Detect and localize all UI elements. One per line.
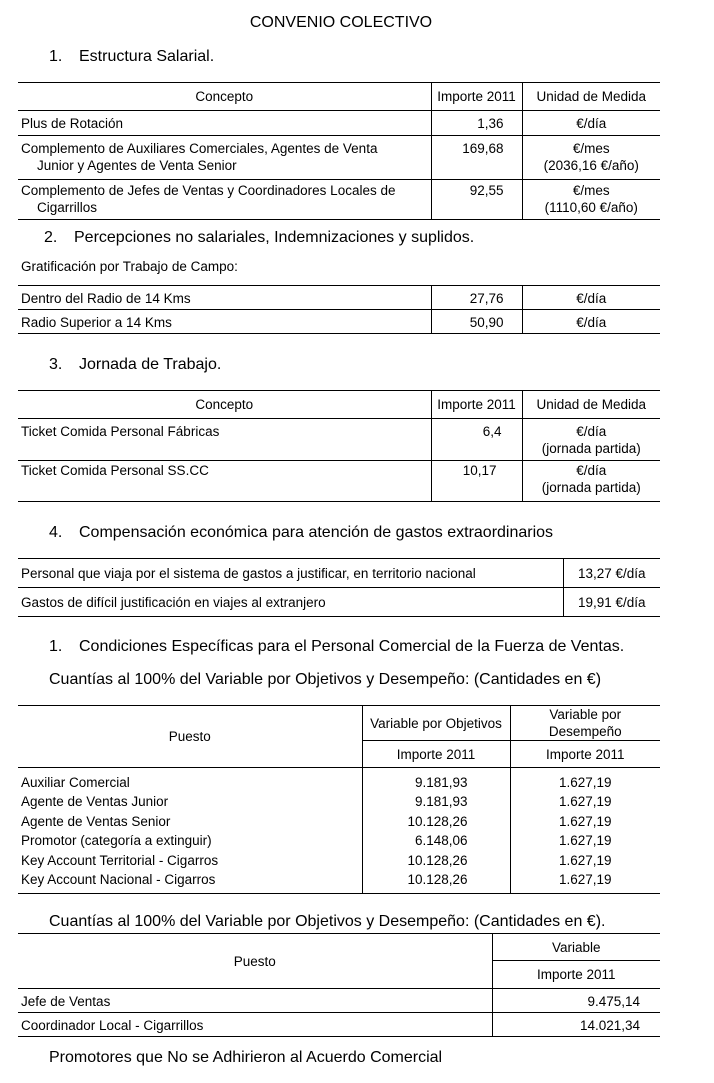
header-importe: Importe 2011: [492, 961, 660, 989]
table-row: [18, 180, 660, 220]
field-work-table: [18, 285, 660, 334]
table-row: [18, 793, 660, 813]
concept-cell: Personal que viaja por el sistema de gastos a justificar, en territorio nacional: [21, 566, 476, 581]
obj-cell: 10.128,26: [362, 871, 510, 894]
section-title: Condiciones Específicas para el Personal Comercial de la Fuerza de Ventas.: [79, 638, 625, 655]
header-variable-desempeno: Variable por Desempeño: [510, 706, 660, 741]
section-subtitle: Cuantías al 100% del Variable por Objetivos y Desempeño: (Cantidades en €): [49, 671, 602, 688]
section-title: Estructura Salarial.: [79, 48, 215, 65]
header-variable: Variable: [492, 934, 660, 961]
section-title: Jornada de Trabajo.: [79, 356, 222, 373]
unit-line-2: (jornada partida): [541, 480, 641, 495]
section-heading-condiciones: [49, 638, 624, 656]
header-concepto: Concepto: [195, 397, 254, 412]
extraordinary-expenses-table: [18, 558, 660, 617]
obj-cell: 10.128,26: [362, 813, 510, 832]
page-title: CONVENIO COLECTIVO: [249, 14, 433, 31]
concept-cell: Radio Superior a 14 Kms: [21, 315, 172, 330]
table-row: [18, 419, 660, 461]
section-number: 3.: [49, 356, 63, 373]
section-heading-estructura-salarial: [49, 48, 214, 66]
table-row: [18, 588, 660, 617]
concept-line-1: Complemento de Jefes de Ventas y Coordinadores Locales de: [21, 183, 396, 198]
table-row: [18, 989, 660, 1013]
concept-line-1: Complemento de Auxiliares Comerciales, Agentes de Venta: [21, 141, 378, 156]
amount-cell: 9.475,14: [492, 989, 660, 1013]
amount-cell: 19,91 €/día: [563, 588, 660, 617]
concept-cell: Plus de Rotación: [21, 116, 124, 131]
des-cell: 1.627,19: [510, 852, 660, 871]
obj-cell: 9.181,93: [362, 768, 510, 793]
obj-cell: 9.181,93: [362, 793, 510, 813]
amount-cell: 10,17: [431, 461, 522, 502]
salary-structure-table: [18, 82, 660, 220]
unit-cell: [522, 419, 660, 461]
header-importe: Importe 2011: [510, 741, 660, 768]
section-title: Compensación económica para atención de gastos extraordinarios: [79, 524, 554, 541]
unit-line-1: €/mes: [572, 183, 610, 198]
unit-line-1: €/día: [576, 424, 607, 439]
footer-heading: Promotores que No se Adhirieron al Acuerdo Comercial: [49, 1049, 443, 1066]
header-unidad: Unidad de Medida: [522, 391, 660, 419]
puesto-cell: Coordinador Local - Cigarrillos: [21, 1018, 204, 1033]
unit-cell: [522, 461, 660, 502]
amount-cell: 6,4: [431, 419, 522, 461]
table-row: [18, 286, 660, 310]
des-cell: 1.627,19: [510, 871, 660, 894]
des-cell: 1.627,19: [510, 832, 660, 852]
header-importe: Importe 2011: [431, 83, 522, 111]
section-number: 2.: [44, 229, 58, 246]
table-row: [18, 832, 660, 852]
concept-cell: [18, 180, 431, 220]
unit-cell: €/día: [522, 310, 660, 334]
concept-cell: Gastos de difícil justificación en viajes al extranjero: [21, 595, 326, 610]
variable-objectives-table: [18, 705, 660, 894]
table-row: [18, 461, 660, 502]
unit-cell: €/día: [522, 111, 660, 136]
header-variable-objetivos: Variable por Objetivos: [362, 706, 510, 741]
table-row: [18, 1013, 660, 1037]
amount-cell: 27,76: [431, 286, 522, 310]
unit-cell: €/día: [522, 286, 660, 310]
amount-cell: 13,27 €/día: [563, 559, 660, 588]
concept-cell: [18, 136, 431, 180]
puesto-cell: Agente de Ventas Junior: [21, 793, 169, 809]
table-row: [18, 559, 660, 588]
unit-line-2: (jornada partida): [541, 441, 641, 456]
section-heading-percepciones: [44, 229, 474, 247]
table-header-row: [18, 706, 660, 741]
unit-cell: [522, 180, 660, 220]
header-puesto: Puesto: [18, 706, 362, 768]
concept-cell: Ticket Comida Personal SS.CC: [21, 463, 209, 478]
table-row: [18, 852, 660, 871]
section-subtitle: Cuantías al 100% del Variable por Objetivos y Desempeño: (Cantidades en €).: [49, 913, 606, 930]
meal-ticket-table: [18, 390, 660, 502]
unit-line-2: (2036,16 €/año): [543, 158, 639, 173]
unit-cell: [522, 136, 660, 180]
amount-cell: 92,55: [431, 180, 522, 220]
section-number: 4.: [49, 524, 63, 541]
table-row: [18, 136, 660, 180]
obj-cell: 10.128,26: [362, 852, 510, 871]
section-title: Percepciones no salariales, Indemnizaciones y suplidos.: [74, 229, 475, 246]
amount-cell: 1,36: [431, 111, 522, 136]
amount-cell: 50,90: [431, 310, 522, 334]
section-heading-jornada: [49, 356, 221, 374]
unit-line-2: (1110,60 €/año): [544, 200, 638, 215]
des-cell: 1.627,19: [510, 813, 660, 832]
table-header-row: [18, 83, 660, 111]
table-row: [18, 310, 660, 334]
table-header-row: [18, 934, 660, 961]
section-subtitle: Gratificación por Trabajo de Campo:: [21, 259, 238, 274]
concept-cell: Ticket Comida Personal Fábricas: [21, 424, 220, 439]
puesto-cell: Key Account Nacional - Cigarros: [21, 871, 216, 887]
unit-line-1: €/día: [576, 463, 607, 478]
puesto-cell: Promotor (categoría a extinguir): [21, 832, 212, 848]
table-row: [18, 871, 660, 894]
table-row: [18, 111, 660, 136]
header-puesto: Puesto: [18, 934, 492, 989]
obj-cell: 6.148,06: [362, 832, 510, 852]
section-heading-compensacion: [49, 524, 553, 542]
header-importe: Importe 2011: [362, 741, 510, 768]
concept-line-2: Junior y Agentes de Venta Senior: [37, 158, 237, 173]
unit-line-1: €/mes: [572, 141, 610, 156]
amount-cell: 14.021,34: [492, 1013, 660, 1037]
concept-line-2: Cigarrillos: [37, 200, 98, 215]
table-row: [18, 768, 660, 793]
puesto-cell: Key Account Territorial - Cigarros: [21, 852, 219, 868]
puesto-cell: Auxiliar Comercial: [21, 775, 130, 790]
amount-cell: 169,68: [431, 136, 522, 180]
puesto-cell: Agente de Ventas Senior: [21, 813, 171, 829]
concept-cell: Dentro del Radio de 14 Kms: [21, 291, 191, 306]
puesto-cell: Jefe de Ventas: [21, 994, 111, 1009]
des-cell: 1.627,19: [510, 793, 660, 813]
table-row: [18, 813, 660, 832]
header-concepto: Concepto: [195, 89, 254, 104]
header-importe: Importe 2011: [431, 391, 522, 419]
variable-managers-table: [18, 933, 660, 1037]
section-number: 1.: [49, 48, 63, 65]
des-cell: 1.627,19: [510, 768, 660, 793]
table-header-row: [18, 391, 660, 419]
section-number: 1.: [49, 638, 63, 655]
header-unidad: Unidad de Medida: [522, 83, 660, 111]
